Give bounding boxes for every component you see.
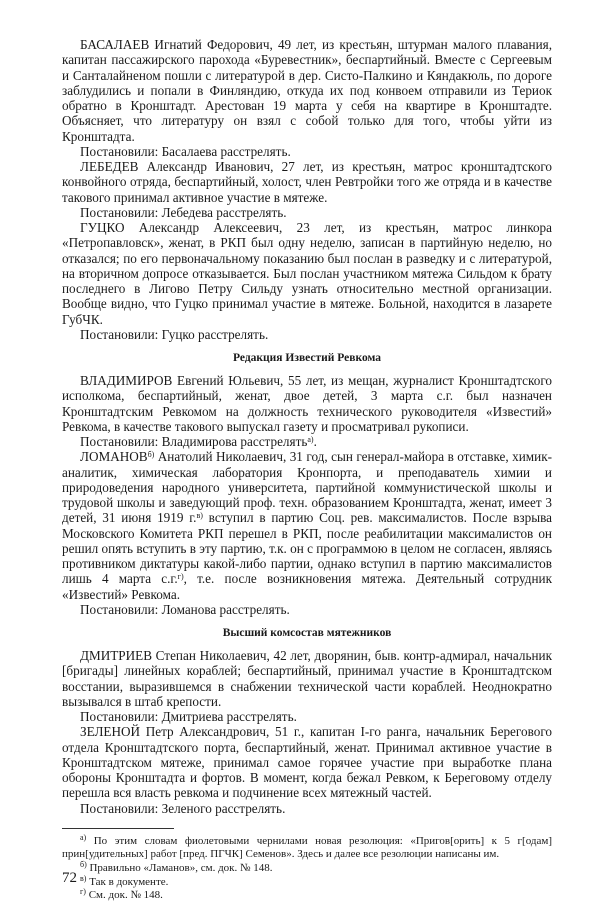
footnote-text: См. док. № 148. — [85, 889, 163, 902]
footnote-ref: в) — [196, 511, 203, 521]
footnote-mark: г) — [80, 887, 86, 897]
surname: ЛОМАНОВ — [80, 449, 148, 465]
resolution-lebedev: Постановили: Лебедева расстрелять. — [80, 204, 287, 220]
footnote — [62, 889, 552, 903]
text: Анатолий Николаевич, 31 год, сын генерал-майора в отставке, химик-аналитик, химическая лаборатория Кронпорта, и преподаватель химии и природоведения народного университета, партийной коммунистической школы и трудовой школы и заведующий проф. техн. образованием Кронштадта, женат, имеет 3 детей, 31 июня 1919 г. — [62, 449, 552, 526]
footnote — [62, 832, 552, 862]
footnote-mark: а) — [80, 832, 87, 842]
paragraph-lomanov — [62, 449, 552, 602]
footnote-ref: б) — [147, 450, 155, 460]
paragraph-basalaev: БАСАЛАЕВ Игнатий Федорович, 49 лет, из крестьян, штурман малого плавания, капитан пассажирского парохода «Буревестник», беспартийный. Вместе с Сергеевым и Санталайненом пошли с литературой в дер. Систо-Палкино и Кяндакюль, по дороге заблудились и попали в Финляндию, откуда их под конвоем отправили из Териок обратно в Кронштадт. Арестован 19 марта у себя на квартире в Кронштадте. Объясняет, что литературу он взял с собой только для того, чтобы уйти из Кронштадта. — [62, 37, 552, 144]
section-heading-izvestia: Редакция Известий Ревкома — [233, 352, 381, 364]
resolution-gutsko: Постановили: Гуцко расстрелять. — [80, 326, 269, 342]
footnote-text: По этим словам фиолетовыми чернилами новая резолюция: «Пригов[орить] к 5 г[одам] прин[удительных] работ [пред. ПГЧК] Семенов». Здесь и далее все резолюции написаны им. — [62, 834, 552, 861]
text: вступил в партию Соц. рев. максималистов. После взрыва Московского Комитета РКП перешел в РКП, после реабилитации максималистов он решил опять вступить в эту партию, т.к. он с программою в целом не согласен, являясь противником диктатуры какой-либо партии, однако вступил в партию максималистов лишь 4 марта с.г. — [62, 510, 552, 587]
page-number: 72 — [62, 870, 77, 886]
footnote-text: Правильно «Ламанов», см. док. № 148. — [86, 861, 273, 874]
section-command — [62, 648, 552, 816]
resolution-dmitriev: Постановили: Дмитриева расстрелять. — [80, 709, 297, 724]
paragraph-zelenoy: ЗЕЛЕНОЙ Петр Александрович, 51 г., капитан I-го ранга, начальник Берегового отдела Кронштадтского порта, беспартийный, женат. Принимал активное участие в Кронштадтском мятеже, принимал самое горячее участие при выработке плана обороны Кронштадта и фортов. В момент, когда бежал Ревком, к Береговому отделу перешла вся власть ревкома и подчинение всех мятежный частей. — [62, 724, 552, 801]
footnotes — [62, 832, 552, 903]
paragraph-lebedev: ЛЕБЕДЕВ Александр Иванович, 27 лет, из крестьян, матрос кронштадтского конвойного отряда, беспартийный, холост, член Ревтройки того же отряда и в качестве такового принимал активное участие в мятеже. — [62, 159, 552, 205]
resolution-text: Постановили: Владимирова расстрелять — [80, 434, 308, 449]
footnote-mark: б) — [80, 859, 87, 869]
document-page — [62, 37, 552, 903]
section-izvestia — [62, 373, 552, 617]
text: , т.е. после возникновения мятежа. Деятельный сотрудник «Известий» Ревкома. — [62, 571, 552, 602]
resolution-zelenoy: Постановили: Зеленого расстрелять. — [80, 800, 286, 816]
footnote-ref: а) — [307, 435, 314, 444]
resolution-lomanov: Постановили: Ломанова расстрелять. — [80, 601, 290, 617]
resolution-vladimirov — [62, 434, 552, 449]
footnote-ref: г) — [177, 572, 184, 582]
section-intro — [62, 37, 552, 342]
footnote — [62, 859, 552, 876]
punctuation: . — [313, 434, 317, 449]
paragraph-dmitriev: ДМИТРИЕВ Степан Николаевич, 42 лет, дворянин, быв. контр-адмирал, начальник [бригады] линейных кораблей; беспартийный, принимал участие в Кронштадтском восстании, выразившемся в снабжении технической части кораблей. Неоднократно вызывался в штаб крепости. — [62, 648, 552, 709]
resolution-basalaev: Постановили: Басалаева расстрелять. — [80, 143, 291, 159]
footnote-divider — [62, 828, 174, 829]
paragraph-gutsko: ГУЦКО Александр Алексеевич, 23 лет, из крестьян, матрос линкора «Петропавловск», женат, в РКП был одну неделю, записан в партийную неделю, но отказался; по его первоначальному показанию был послан в разведку и с литературой, на вторичном допросе отказывается. Был послан участником мятежа Сильдом к брату последнего в Лигово Петру Сильду узнать относительно местной организации. Вообще видно, что Гуцко принимал участие в мятеже. Больной, находится в лазарете ГубЧК. — [62, 220, 552, 327]
paragraph-vladimirov: ВЛАДИМИРОВ Евгений Юльевич, 55 лет, из мещан, журналист Кронштадтского исполкома, беспартийный, женат, двое детей, 3 марта с.г. был назначен Кронштадтским Ревкомом на должность технического руководителя «Известий» Ревкома, в качестве такового выпускал газету и просматривал рукописи. — [62, 373, 552, 434]
section-heading-command: Высший комсостав мятежников — [222, 627, 392, 639]
footnote-mark: в) — [80, 873, 87, 883]
footnote-text: Так в документе. — [86, 875, 169, 888]
footnote — [62, 873, 552, 890]
